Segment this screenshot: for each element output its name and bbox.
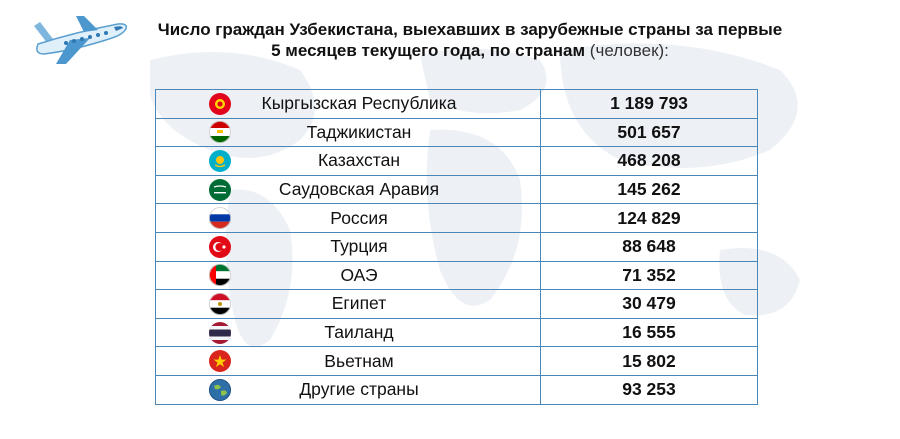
russia-flag-icon [209, 207, 231, 229]
kazakhstan-flag-icon [209, 150, 231, 172]
value-cell: 1 189 793 [541, 90, 758, 119]
chart-title [130, 19, 810, 61]
value-cell: 88 648 [541, 232, 758, 261]
globe-icon [209, 379, 231, 401]
title-line-1: Число граждан Узбекистана, выехавших в зарубежные страны за первые [157, 20, 783, 39]
airplane-icon [26, 10, 130, 68]
country-label: Таиланд [324, 322, 394, 343]
vietnam-flag-icon [209, 350, 231, 372]
country-label: Другие страны [299, 379, 419, 400]
country-label: Россия [330, 207, 388, 228]
value-cell: 93 253 [541, 375, 758, 404]
value-cell: 16 555 [541, 318, 758, 347]
country-cell [156, 318, 541, 347]
country-cell [156, 375, 541, 404]
table-row [156, 347, 758, 376]
value-cell: 71 352 [541, 261, 758, 290]
table-row [156, 375, 758, 404]
value-cell: 468 208 [541, 147, 758, 176]
country-cell [156, 261, 541, 290]
table-row [156, 90, 758, 119]
country-label: Вьетнам [324, 350, 394, 371]
table-row [156, 318, 758, 347]
country-cell [156, 204, 541, 233]
country-label: Саудовская Аравия [278, 179, 440, 200]
table-row [156, 261, 758, 290]
country-label: Таджикистан [306, 121, 412, 142]
country-label: Казахстан [317, 150, 400, 171]
value-cell: 501 657 [541, 118, 758, 147]
country-cell [156, 347, 541, 376]
country-cell [156, 147, 541, 176]
kyrgyzstan-flag-icon [209, 93, 231, 115]
table-row [156, 232, 758, 261]
title-unit-note: (человек): [589, 41, 669, 60]
country-label: ОАЭ [340, 264, 378, 285]
egypt-flag-icon [209, 293, 231, 315]
table-row [156, 204, 758, 233]
value-cell: 30 479 [541, 290, 758, 319]
country-cell [156, 118, 541, 147]
thailand-flag-icon [209, 322, 231, 344]
country-cell [156, 175, 541, 204]
country-cell [156, 290, 541, 319]
table-row [156, 175, 758, 204]
turkey-flag-icon [209, 236, 231, 258]
value-cell: 145 262 [541, 175, 758, 204]
table-row [156, 290, 758, 319]
country-cell [156, 232, 541, 261]
tajikistan-flag-icon [209, 121, 231, 143]
value-cell: 15 802 [541, 347, 758, 376]
value-cell: 124 829 [541, 204, 758, 233]
table-row [156, 118, 758, 147]
country-label: Египет [331, 293, 387, 314]
title-line-2: 5 месяцев текущего года, по странам [271, 41, 586, 60]
saudi-arabia-flag-icon [209, 179, 231, 201]
country-label: Турция [330, 236, 388, 257]
uae-flag-icon [209, 264, 231, 286]
country-cell [156, 90, 541, 119]
travel-table [155, 89, 758, 405]
country-label: Кыргызская Республика [261, 93, 457, 114]
table-row [156, 147, 758, 176]
